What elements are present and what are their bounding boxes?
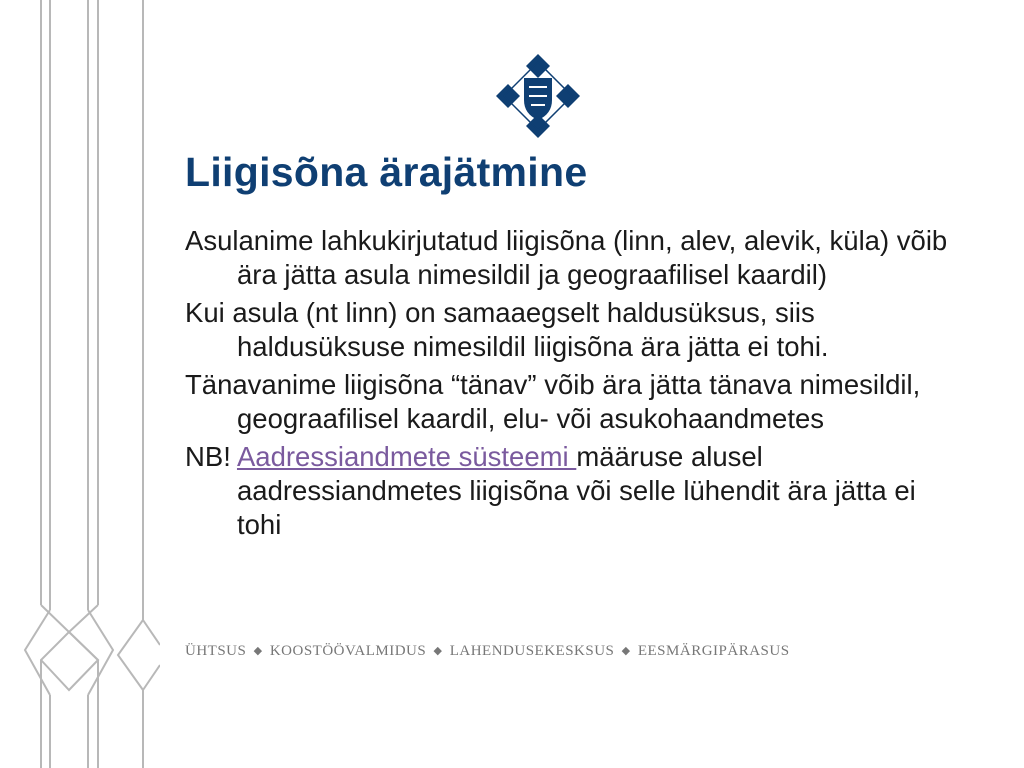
footer-values: [185, 643, 790, 660]
address-system-link[interactable]: Aadressiandmete süsteemi: [236, 441, 577, 472]
slide-title: Liigisõna ärajätmine: [185, 149, 588, 195]
paragraph-nb: [185, 440, 965, 542]
nb-suffix: määruse alusel aadressiandmetes liigisõna või selle lühendit ära jätta ei tohi: [237, 441, 916, 540]
footer-item-cooperation: KOOSTÖÖVALMIDUS: [269, 643, 427, 659]
footer-item-purpose: EESMÄRGIPÄRASUS: [637, 643, 790, 659]
paragraph-administrative-unit: Kui asula (nt linn) on samaaegselt haldusüksus, siis haldusüksuse nimesildil liigisõna ära jätta ei tohi.: [185, 297, 829, 362]
estonian-emblem-icon: [494, 52, 582, 140]
slide-body: [185, 224, 965, 546]
footer-item-unity: ÜHTSUS: [185, 643, 247, 659]
footer-separator: ◆: [253, 645, 263, 657]
decorative-border: [0, 0, 160, 768]
paragraph-place-names: Asulanime lahkukirjutatud liigisõna (linn, alev, alevik, küla) võib ära jätta asula nimesildil ja geograafilisel kaardil): [185, 225, 948, 290]
footer-separator: ◆: [621, 645, 631, 657]
paragraph-street-names: Tänavanime liigisõna “tänav” võib ära jätta tänava nimesildil, geograafilisel kaardil, elu- või asukohaandmetes: [185, 369, 921, 434]
footer-separator: ◆: [433, 645, 443, 657]
nb-prefix: NB!: [185, 441, 237, 472]
footer-item-solutions: LAHENDUSEKESKSUS: [449, 643, 615, 659]
